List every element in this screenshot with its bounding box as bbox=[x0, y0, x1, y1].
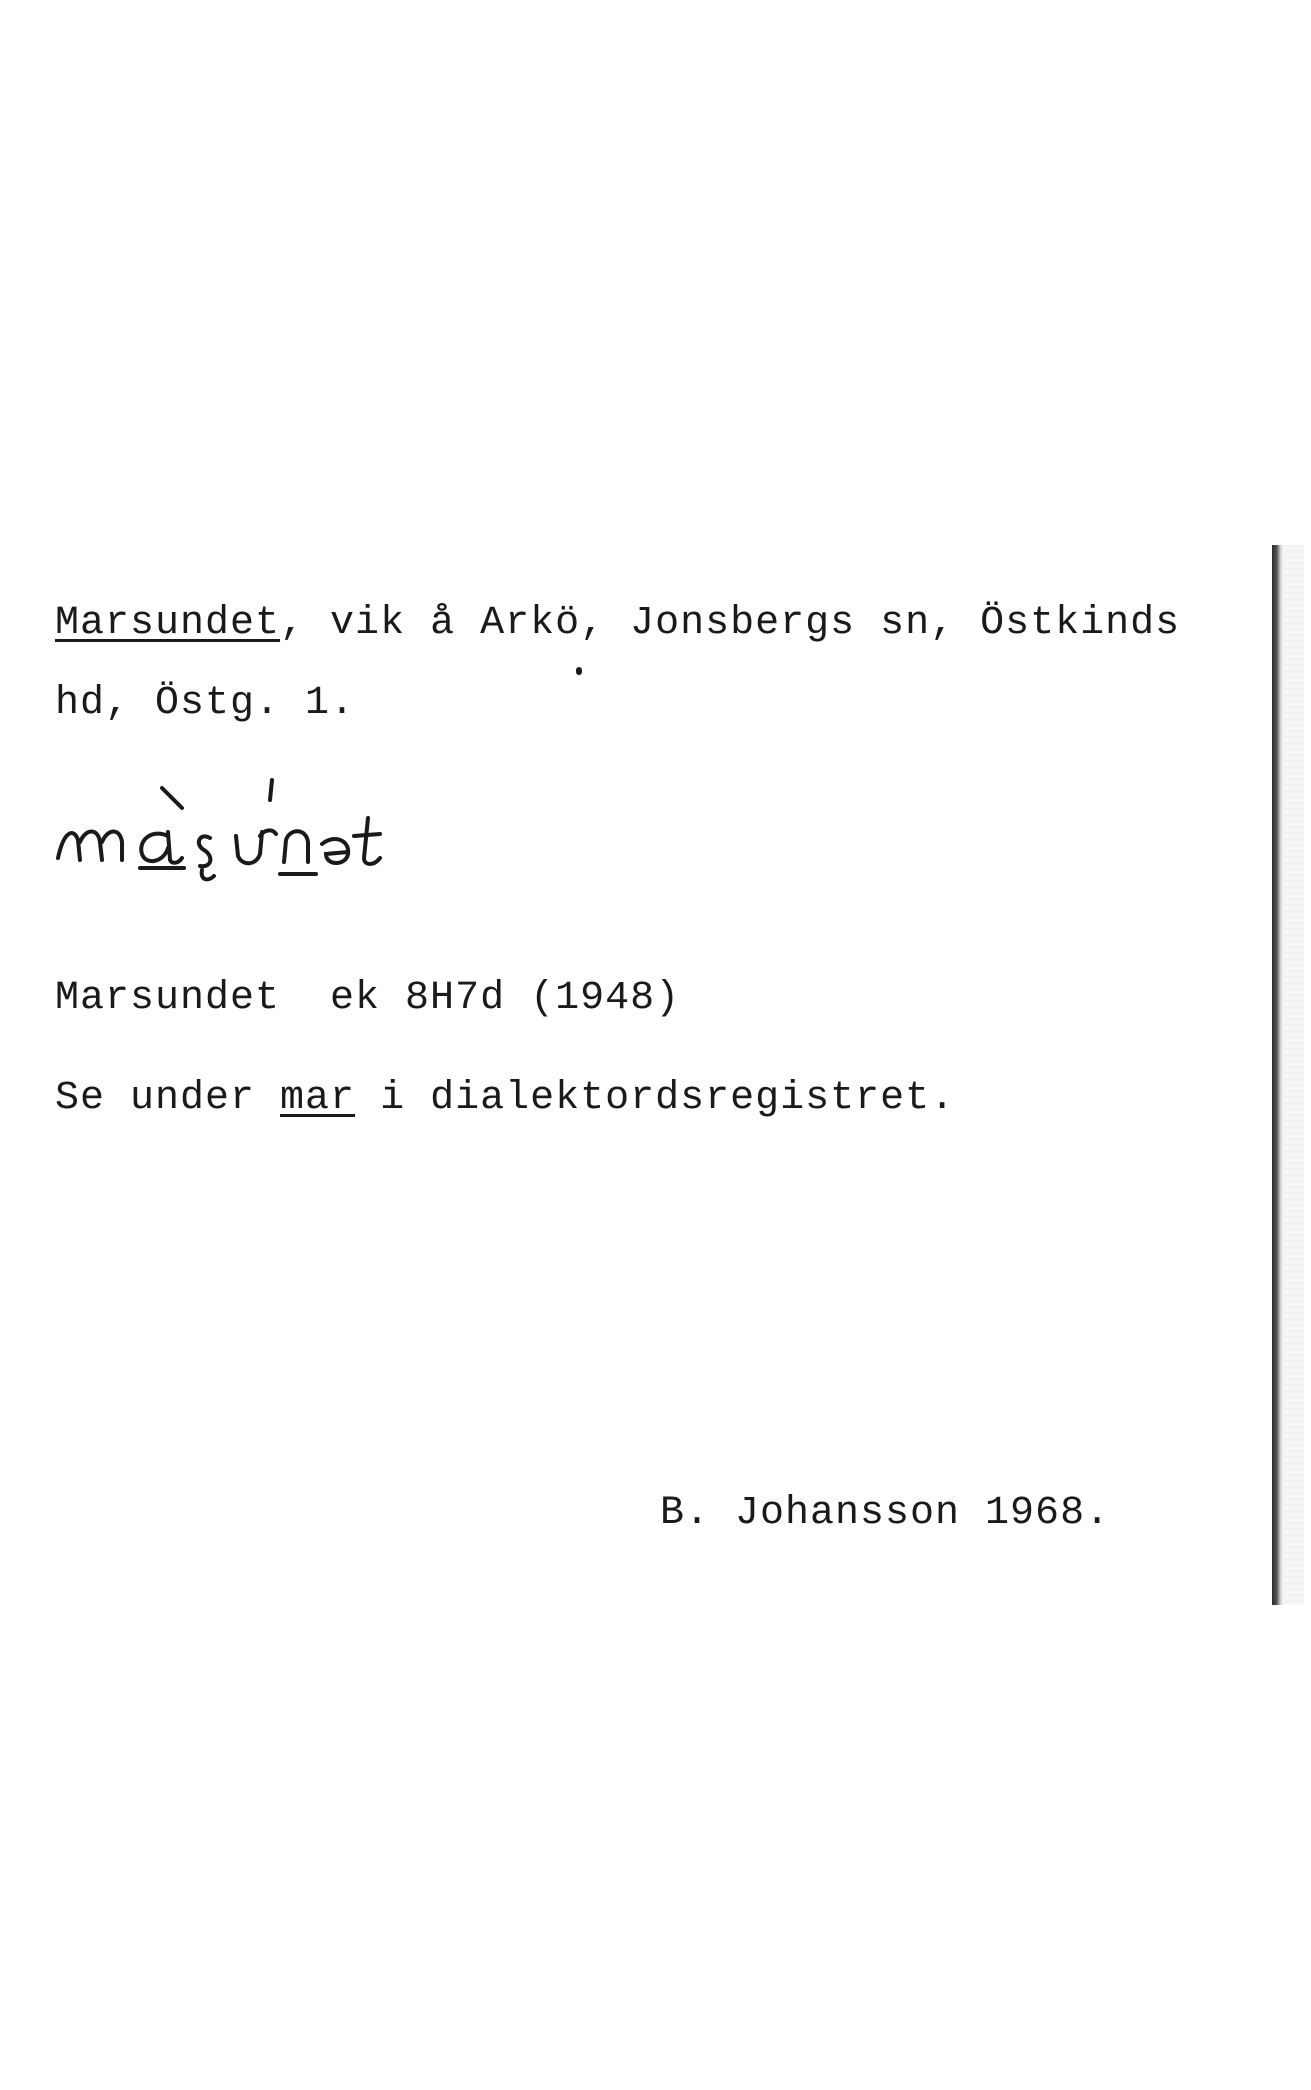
see-also-line bbox=[55, 1075, 955, 1123]
reference-line: Marsundet ek 8H7d (1948) bbox=[55, 976, 681, 1021]
location-line: hd, Östg. 1. bbox=[55, 681, 356, 726]
headword: Marsundet bbox=[55, 601, 281, 646]
signature: B. Johansson 1968. bbox=[660, 1491, 1111, 1536]
see-word: mar bbox=[280, 1076, 356, 1121]
see-suffix: i dialektordsregistret. bbox=[355, 1076, 956, 1121]
ink-dot bbox=[576, 667, 582, 675]
phonetic-transcription bbox=[50, 770, 430, 900]
heading-line bbox=[55, 600, 1180, 648]
card-edge-texture bbox=[1284, 545, 1304, 1605]
heading-rest: , vik å Arkö, Jonsbergs sn, Östkinds bbox=[280, 601, 1181, 646]
see-prefix: Se under bbox=[55, 1076, 281, 1121]
card-edge bbox=[1272, 545, 1284, 1605]
